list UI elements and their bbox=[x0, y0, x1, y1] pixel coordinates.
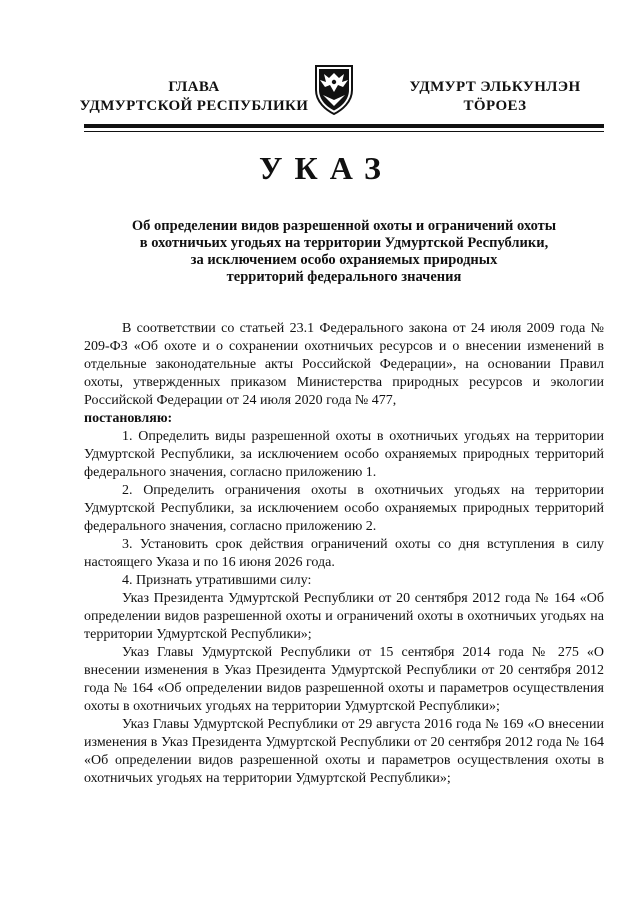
decree-item-3: 3. Установить срок действия ограничений охоты со дня вступления в силу настоящего Указа и по 16 июня 2026 года. bbox=[84, 537, 604, 570]
subject-line: территорий федерального значения bbox=[226, 269, 462, 285]
header-right-line1: УДМУРТ ЭЛЬКУНЛЭН bbox=[409, 79, 581, 95]
subject-line: за исключением особо охраняемых природных bbox=[190, 252, 498, 268]
header-rule-thick bbox=[84, 124, 604, 128]
header-left-line1: ГЛАВА bbox=[168, 79, 220, 95]
decree-item-4: 4. Признать утратившими силу: bbox=[122, 573, 312, 588]
repealed-act-3: Указ Главы Удмуртской Республики от 29 августа 2016 года № 169 «О внесении изменения в Указ Президента Удмуртской Республики от 20 сентября 2012 года № 164 «Об определении видов разрешенной охоты и параметров осуществления охоты в охотничьих угодьях на территории Удмуртской Республики»; bbox=[84, 717, 604, 786]
decree-subject bbox=[84, 218, 604, 286]
subject-line: в охотничьих угодьях на территории Удмуртской Республики, bbox=[139, 235, 549, 251]
header-left bbox=[78, 78, 310, 116]
header-left-line2: УДМУРТСКОЙ РЕСПУБЛИКИ bbox=[79, 98, 309, 114]
decree-body bbox=[84, 320, 604, 788]
decree-item-2: 2. Определить ограничения охоты в охотничьих угодьях на территории Удмуртской Республики, за исключением особо охраняемых природных территорий федерального значения, согласно приложению 2. bbox=[84, 483, 604, 534]
decree-word: постановляю: bbox=[84, 411, 173, 426]
header-right bbox=[400, 78, 590, 116]
subject-line: Об определении видов разрешенной охоты и ограничений охоты bbox=[131, 218, 557, 234]
preamble-paragraph bbox=[84, 320, 604, 428]
header-right-line2: ТӦРОЕЗ bbox=[463, 98, 527, 114]
document-title: УКАЗ bbox=[259, 150, 393, 186]
header-rule-thin bbox=[84, 131, 604, 132]
repealed-act-1: Указ Президента Удмуртской Республики от 20 сентября 2012 года № 164 «Об определении видов разрешенной охоты и ограничений охоты в охотничьих угодьях на территории Удмуртской Республики»; bbox=[84, 591, 604, 642]
coat-of-arms-icon bbox=[312, 62, 356, 116]
repealed-act-2: Указ Главы Удмуртской Республики от 15 сентября 2014 года № 275 «О внесении изменения в Указ Президента Удмуртской Республики от 20 сентября 2012 года № 164 «Об определении видов разрешенной охоты и параметров осуществления охоты в охотничьих угодьях на территории Удмуртской Республики»; bbox=[84, 645, 604, 714]
decree-item-1: 1. Определить виды разрешенной охоты в охотничьих угодьях на территории Удмуртской Республики, за исключением особо охраняемых природных территорий федерального значения, согласно приложению 1. bbox=[84, 429, 604, 480]
preamble-text: В соответствии со статьей 23.1 Федерального закона от 24 июля 2009 года № 209-ФЗ «Об охоте и о сохранении охотничьих ресурсов и о внесении изменений в отдельные законодательные акты Российской Федерации», на основании Правил охоты, утвержденных приказом Министерства природных ресурсов и экологии Российской Федерации от 24 июля 2020 года № 477, bbox=[84, 321, 604, 408]
